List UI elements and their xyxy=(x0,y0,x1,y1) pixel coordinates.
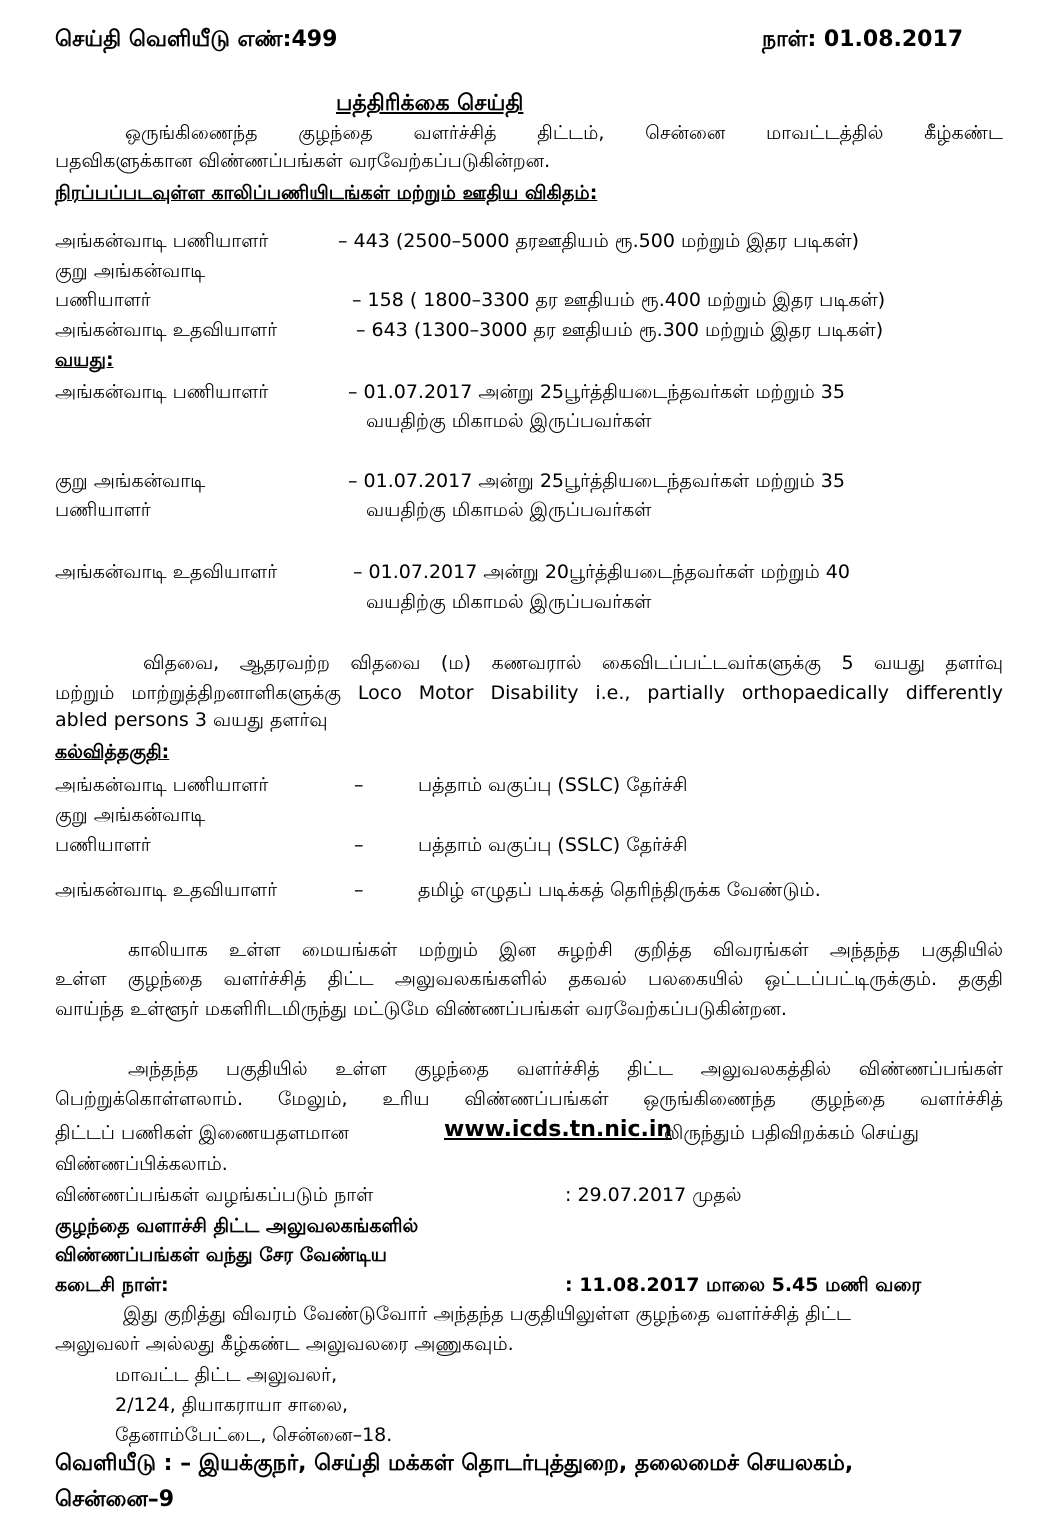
vacancy-post-2-line1: குறு அங்கன்வாடி xyxy=(55,260,206,282)
issue-date-label: விண்ணப்பங்கள் வழங்கப்படும் நாள் xyxy=(55,1184,374,1206)
age-detail-2-line1: – 01.07.2017 அன்று 25பூர்த்தியடைந்தவர்கள் மற்றும் 35 xyxy=(348,470,845,492)
apply-line-3-pre: திட்டப் பணிகள் இணையதளமான xyxy=(55,1122,349,1144)
relaxation-line-3: abled persons 3 வயது தளர்வு xyxy=(55,709,328,731)
age-detail-3-line2: வயதிற்கு மிகாமல் இருப்பவர்கள் xyxy=(366,591,652,613)
qualification-post-3: அங்கன்வாடி உதவியாளர் xyxy=(55,879,278,901)
age-post-2-line2: பணியாளர் xyxy=(55,499,151,521)
deadline-value: : 11.08.2017 மாலை 5.45 மணி வரை xyxy=(565,1274,922,1296)
age-detail-2-line2: வயதிற்கு மிகாமல் இருப்பவர்கள் xyxy=(366,499,652,521)
qualification-post-1: அங்கன்வாடி பணியாளர் xyxy=(55,774,269,796)
issue-date-value: : 29.07.2017 முதல் xyxy=(565,1184,742,1206)
qualification-heading: கல்வித்தகுதி: xyxy=(55,741,170,763)
qualification-detail-2: பத்தாம் வகுப்பு (SSLC) தேர்ச்சி xyxy=(418,834,688,856)
apply-line-1: அந்தந்த பகுதியில் உள்ள குழந்தை வளர்ச்சித் திட்ட அலுவலகத்தில் விண்ணப்பங்கள் xyxy=(128,1058,1003,1080)
apply-line-4: விண்ணப்பிக்கலாம். xyxy=(55,1153,228,1175)
info-line-1: காலியாக உள்ள மையங்கள் மற்றும் இன சுழற்சி குறித்த விவரங்கள் அந்தந்த பகுதியில் xyxy=(128,939,1003,961)
vacancy-post-3: அங்கன்வாடி உதவியாளர் xyxy=(55,319,278,341)
qualification-post-2: பணியாளர் xyxy=(55,834,151,856)
qualification-dash-1: – xyxy=(354,774,364,796)
qualification-detail-1: பத்தாம் வகுப்பு (SSLC) தேர்ச்சி xyxy=(418,774,688,796)
release-date: நாள்: 01.08.2017 xyxy=(762,27,964,52)
vacancy-detail-1: – 443 (2500–5000 தரஊதியம் ரூ.500 மற்றும் இதர படிகள்) xyxy=(338,230,860,252)
age-heading: வயது: xyxy=(55,349,114,371)
age-post-1: அங்கன்வாடி பணியாளர் xyxy=(55,381,269,403)
deadline-label-1: குழந்தை வளாச்சி திட்ட அலுவலகங்களில் xyxy=(55,1215,419,1237)
address-line-2: 2/124, தியாகராயா சாலை, xyxy=(115,1394,349,1416)
address-line-3: தேனாம்பேட்டை, சென்னை–18. xyxy=(115,1424,393,1446)
intro-line-2: பதவிகளுக்கான விண்ணப்பங்கள் வரவேற்கப்படுகின்றன. xyxy=(55,150,551,172)
qualification-dash-3: – xyxy=(354,879,364,901)
deadline-label-3: கடைசி நாள்: xyxy=(55,1274,169,1296)
relaxation-line-1: விதவை, ஆதரவற்ற விதவை (ம) கணவரால் கைவிடப்பட்டவர்களுக்கு 5 வயது தளர்வு xyxy=(143,652,1003,674)
age-detail-1-line1: – 01.07.2017 அன்று 25பூர்த்தியடைந்தவர்கள் மற்றும் 35 xyxy=(348,381,845,403)
apply-line-2: பெற்றுக்கொள்ளலாம். மேலும், உரிய விண்ணப்பங்கள் ஒருங்கிணைந்த குழந்தை வளர்ச்சித் xyxy=(55,1088,1003,1110)
info-line-3: வாய்ந்த உள்ளூர் மகளிரிடமிருந்து மட்டுமே விண்ணப்பங்கள் வரவேற்கப்படுகின்றன. xyxy=(55,998,787,1020)
website-link[interactable]: www.icds.tn.nic.in xyxy=(444,1117,673,1142)
vacancy-detail-2: – 158 ( 1800–3300 தர ஊதியம் ரூ.400 மற்றும் இதர படிகள்) xyxy=(352,289,886,311)
footer-line-2: சென்னை–9 xyxy=(55,1487,175,1512)
age-post-2-line1: குறு அங்கன்வாடி xyxy=(55,470,206,492)
contact-line-1: இது குறித்து விவரம் வேண்டுவோர் அந்தந்த பகுதியிலுள்ள குழந்தை வளர்ச்சித் திட்ட xyxy=(123,1303,852,1325)
page-title: பத்திரிக்கை செய்தி xyxy=(336,91,524,116)
qualification-detail-3: தமிழ் எழுதப் படிக்கத் தெரிந்திருக்க வேண்டும். xyxy=(418,879,821,901)
address-line-1: மாவட்ட திட்ட அலுவலர், xyxy=(115,1364,338,1386)
vacancy-detail-3: – 643 (1300–3000 தர ஊதியம் ரூ.300 மற்றும் இதர படிகள்) xyxy=(356,319,884,341)
info-line-2: உள்ள குழந்தை வளர்ச்சித் திட்ட அலுவலகங்களில் தகவல் பலகையில் ஒட்டப்பட்டிருக்கும். தகுதி xyxy=(55,968,1003,990)
release-number: செய்தி வெளியீடு எண்:499 xyxy=(55,27,338,52)
contact-line-2: அலுவலர் அல்லது கீழ்கண்ட அலுவலரை அணுகவும். xyxy=(55,1333,514,1355)
age-detail-3-line1: – 01.07.2017 அன்று 20பூர்த்தியடைந்தவர்கள் மற்றும் 40 xyxy=(353,561,850,583)
vacancy-post-1: அங்கன்வாடி பணியாளர் xyxy=(55,230,269,252)
apply-line-3-post: லிருந்தும் பதிவிறக்கம் செய்து xyxy=(664,1122,919,1144)
vacancies-heading: நிரப்பப்படவுள்ள காலிப்பணியிடங்கள் மற்றும் ஊதிய விகிதம்: xyxy=(55,182,598,204)
relaxation-line-2: மற்றும் மாற்றுத்திறனாளிகளுக்கு Loco Motor Disability i.e., partially orthopaedically differently xyxy=(55,682,1003,704)
footer-line-1: வெளியீடு : – இயக்குநர், செய்தி மக்கள் தொடர்புத்துறை, தலைமைச் செயலகம், xyxy=(55,1451,854,1476)
deadline-label-2: விண்ணப்பங்கள் வந்து சேர வேண்டிய xyxy=(55,1244,387,1266)
qualification-dash-2: – xyxy=(354,834,364,856)
qualification-post-2-line1: குறு அங்கன்வாடி xyxy=(55,804,206,826)
intro-line-1: ஒருங்கிணைந்த குழந்தை வளர்ச்சித் திட்டம், சென்னை மாவட்டத்தில் கீழ்கண்ட xyxy=(125,122,1003,144)
age-detail-1-line2: வயதிற்கு மிகாமல் இருப்பவர்கள் xyxy=(366,410,652,432)
age-post-3: அங்கன்வாடி உதவியாளர் xyxy=(55,561,278,583)
vacancy-post-2: பணியாளர் xyxy=(55,289,151,311)
